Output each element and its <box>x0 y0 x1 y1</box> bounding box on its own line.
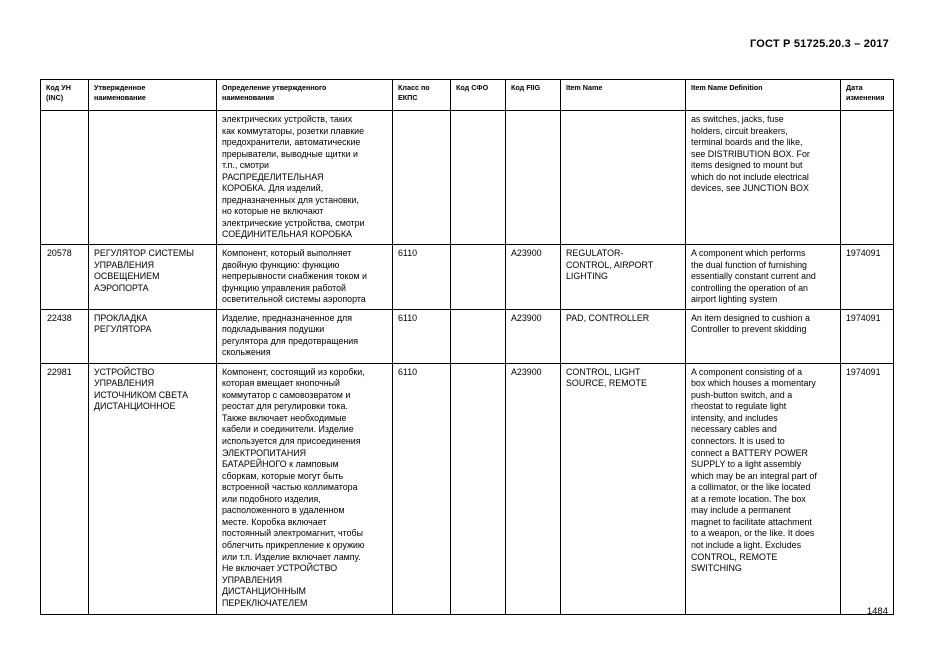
column-header-sfo-code <box>451 80 506 111</box>
item-definition-cell: A component which performs the dual function of furnishing essentially constant current and controlling the operation of an airport lighting system <box>686 245 841 310</box>
date-cell: 1974091 <box>841 245 894 310</box>
column-header-label: Дата изменения <box>846 83 885 102</box>
column-header-label: Item Name <box>566 83 603 92</box>
column-header-label: Код FIIG <box>511 83 541 92</box>
date-cell: 1974091 <box>841 309 894 363</box>
column-header-label: Класс по ЕКПС <box>398 83 430 102</box>
column-header-label: Определение утвержденного наименования <box>222 83 327 102</box>
table-row <box>41 309 894 363</box>
item-name-cell: CONTROL, LIGHT SOURCE, REMOTE <box>561 363 686 614</box>
approved-name-cell: РЕГУЛЯТОР СИСТЕМЫ УПРАВЛЕНИЯ ОСВЕЩЕНИЕМ АЭРОПОРТА <box>89 245 217 310</box>
column-header-label: Утвержденное наименование <box>94 83 146 102</box>
sfo-cell <box>451 309 506 363</box>
document-code: ГОСТ Р 51725.20.3 – 2017 <box>749 38 889 50</box>
fiig-cell: A23900 <box>506 309 561 363</box>
ekps-cell: 6110 <box>393 363 451 614</box>
column-header-ekps-class <box>393 80 451 111</box>
approved-name-cell: УСТРОЙСТВО УПРАВЛЕНИЯ ИСТОЧНИКОМ СВЕТА ДИСТАНЦИОННОЕ <box>89 363 217 614</box>
inc-cell: 20578 <box>41 245 89 310</box>
date-cell: 1974091 <box>841 363 894 614</box>
item-name-cell: PAD, CONTROLLER <box>561 309 686 363</box>
table-row <box>41 363 894 614</box>
inc-cell <box>41 111 89 245</box>
table-row <box>41 245 894 310</box>
column-header-item-definition <box>686 80 841 111</box>
inc-cell: 22981 <box>41 363 89 614</box>
definition-cell: электрических устройств, таких как коммутаторы, розетки плавкие предохранители, автоматические прерыватели, выводные щитки и т.п., смотри РАСПРЕДЕЛИТЕЛЬНАЯ КОРОБКА. Для изделий, предназначенных для установки, но которые не включают электрические устройства, смотри СОЕДИНИТЕЛЬНАЯ КОРОБКА <box>217 111 393 245</box>
column-header-label: Код УН (INC) <box>46 83 71 102</box>
page-number: 1484 <box>866 606 888 617</box>
header-row <box>41 80 894 111</box>
fiig-cell <box>506 111 561 245</box>
ekps-cell: 6110 <box>393 245 451 310</box>
column-header-label: Item Name Definition <box>691 83 763 92</box>
column-header-item-name <box>561 80 686 111</box>
item-definition-cell: A component consisting of a box which houses a momentary push-button switch, and a rheostat to regulate light intensity, and includes necessary cables and connectors. It is used to connect a BATTERY POWER SUPPLY to a light assembly which may be an integral part of a collimator, or the like located at a remote location. The box may include a permanent magnet to facilitate attachment to a weapon, or the like. It does not include a light. Excludes CONTROL, REMOTE SWITCHING <box>686 363 841 614</box>
column-header-change-date <box>841 80 894 111</box>
sfo-cell <box>451 245 506 310</box>
definition-cell: Компонент, состоящий из коробки, которая вмещает кнопочный коммутатор с самовозвратом и реостат для регулировки тока. Также включает необходимые кабели и соединители. Изделие используется для присоединения ЭЛЕКТРОПИТАНИЯ БАТАРЕЙНОГО к ламповым сборкам, которые могут быть встроенной частью коллиматора или подобного изделия, расположенного в удаленном месте. Коробка включает постоянный электромагнит, чтобы облегчить прикрепление к оружию или т.п. Изделие включает лампу. Не включает УСТРОЙСТВО УПРАВЛЕНИЯ ДИСТАНЦИОННЫМ ПЕРЕКЛЮЧАТЕЛЕМ <box>217 363 393 614</box>
column-header-approved-name <box>89 80 217 111</box>
date-cell <box>841 111 894 245</box>
table-row <box>41 111 894 245</box>
definition-cell: Компонент, который выполняет двойную функцию: функцию непрерывности снабжения током и функцию управления работой осветительной системы аэропорта <box>217 245 393 310</box>
fiig-cell: A23900 <box>506 363 561 614</box>
approved-name-cell <box>89 111 217 245</box>
column-header-definition <box>217 80 393 111</box>
column-header-inc <box>41 80 89 111</box>
sfo-cell <box>451 363 506 614</box>
sfo-cell <box>451 111 506 245</box>
definition-cell: Изделие, предназначенное для подкладывания подушки регулятора для предотвращения скольжения <box>217 309 393 363</box>
catalog-table <box>40 79 894 615</box>
inc-cell: 22438 <box>41 309 89 363</box>
item-definition-cell: as switches, jacks, fuse holders, circuit breakers, terminal boards and the like, see DISTRIBUTION BOX. For items designed to mount but which do not include electrical devices, see JUNCTION BOX <box>686 111 841 245</box>
ekps-cell <box>393 111 451 245</box>
fiig-cell: A23900 <box>506 245 561 310</box>
item-name-cell: REGULATOR- CONTROL, AIRPORT LIGHTING <box>561 245 686 310</box>
column-header-label: Код СФО <box>456 83 489 92</box>
column-header-fiig-code <box>506 80 561 111</box>
item-name-cell <box>561 111 686 245</box>
ekps-cell: 6110 <box>393 309 451 363</box>
approved-name-cell: ПРОКЛАДКА РЕГУЛЯТОРА <box>89 309 217 363</box>
item-definition-cell: An item designed to cushion a Controller to prevent skidding <box>686 309 841 363</box>
